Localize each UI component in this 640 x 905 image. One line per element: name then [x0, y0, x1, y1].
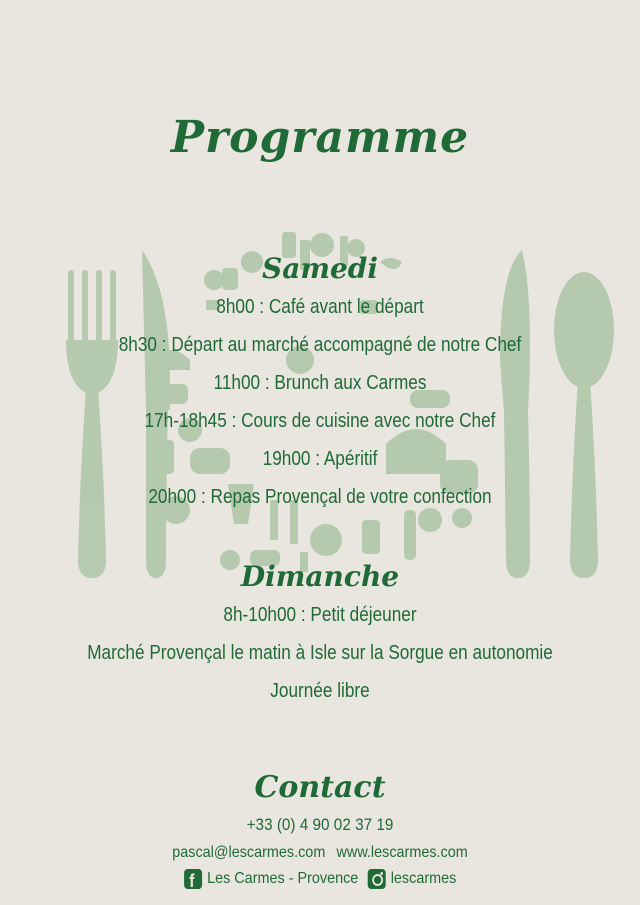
schedule-item: Journée libre: [270, 680, 370, 702]
instagram-icon: [367, 869, 385, 889]
facebook-icon: [184, 869, 202, 889]
contact-email[interactable]: pascal@lescarmes.com: [172, 844, 326, 861]
schedule-item: 11h00 : Brunch aux Carmes: [213, 372, 427, 394]
schedule-dimanche: [45, 596, 595, 710]
schedule-item: 8h00 : Café avant le départ: [216, 296, 424, 318]
instagram-link[interactable]: [367, 866, 456, 892]
contact-website[interactable]: www.lescarmes.com: [336, 844, 468, 861]
section-title-samedi: Samedi: [261, 252, 379, 285]
contact-links: [32, 840, 608, 866]
schedule-samedi: [45, 288, 595, 516]
schedule-item: 19h00 : Apéritif: [262, 448, 378, 470]
schedule-item: 20h00 : Repas Provençal de votre confection: [148, 486, 492, 508]
section-title-dimanche: Dimanche: [240, 560, 400, 593]
contact-phone[interactable]: +33 (0) 4 90 02 37 19: [246, 815, 394, 834]
page-title: Programme: [170, 112, 470, 163]
contact-social: [32, 866, 608, 892]
schedule-item: 8h-10h00 : Petit déjeuner: [223, 604, 417, 626]
schedule-item: Marché Provençal le matin à Isle sur la Sorgue en autonomie: [87, 642, 553, 664]
facebook-label: Les Carmes - Provence: [207, 870, 359, 887]
instagram-label: lescarmes: [390, 870, 457, 887]
schedule-item: 17h-18h45 : Cours de cuisine avec notre Chef: [144, 410, 496, 432]
facebook-link[interactable]: [184, 866, 359, 892]
section-title-contact: Contact: [254, 770, 386, 805]
schedule-item: 8h30 : Départ au marché accompagné de notre Chef: [118, 334, 522, 356]
